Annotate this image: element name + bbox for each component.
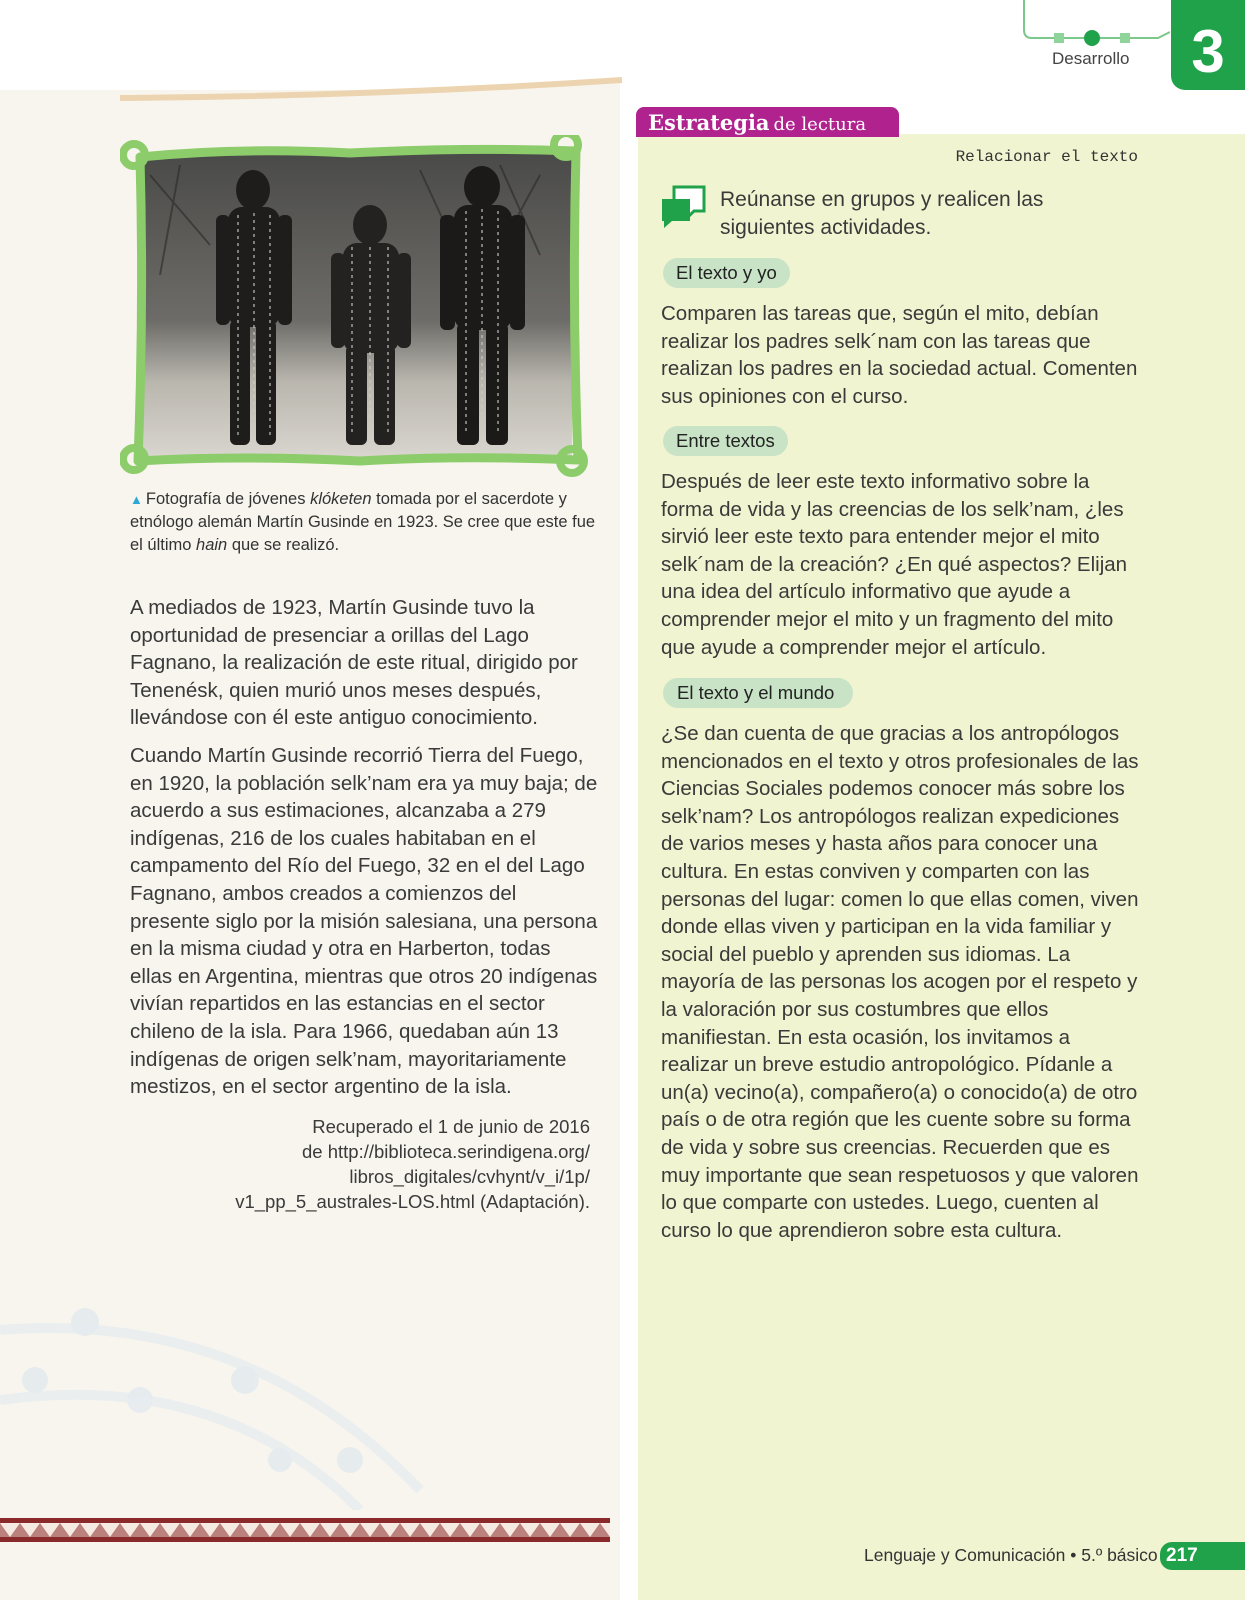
section-label: Desarrollo [1052, 49, 1130, 68]
decorative-pattern [0, 1290, 600, 1510]
article-body [130, 594, 598, 1111]
caption-text [130, 490, 595, 554]
section-label-between-texts: Entre textos [663, 426, 788, 456]
section-label-text-and-world: El texto y el mundo [663, 678, 853, 708]
progress-indicator [1020, 0, 1170, 50]
unit-number-tab: 3 [1171, 0, 1245, 90]
strategy-intro: Reúnanse en grupos y realicen las siguientes actividades. [720, 188, 1044, 239]
caption-italic-term: klóketen [310, 490, 372, 508]
page-number: 217 [1160, 1542, 1245, 1570]
historical-photograph [120, 135, 600, 480]
caption-segment: que se realizó. [227, 536, 340, 554]
source-line: libros_digitales/cvhynt/v_i/1p/ [349, 1166, 590, 1187]
caption-segment: tomada por el sacerdote y etnólogo alemán Martín Gusinde en 1923. Se cree que este fue el último [130, 490, 596, 554]
section-label-text-and-me: El texto y yo [663, 258, 790, 288]
section-text-between-texts: Después de leer este texto informativo sobre la forma de vida y las creencias de los selk’nam, ¿les sirvió leer este texto para entender mejor el mito selk´nam de la creación? ¿En qué aspectos? Elijan una idea del artículo informativo que ayude a comprender mejor el mito y un fragmento del mito que ayude a comprender mejor el artículo. [661, 470, 1128, 659]
source-line: de http://biblioteca.serindigena.org/ [302, 1141, 590, 1162]
photo-caption [130, 488, 600, 557]
caption-segment: Fotografía de jóvenes [145, 490, 311, 508]
footer-subject: Lenguaje y Comunicación • 5.º básico [864, 1545, 1158, 1565]
strategy-title-light: de lectura [773, 114, 867, 135]
source-citation [215, 1114, 590, 1214]
section-text-text-and-me: Comparen las tareas que, según el mito, debían realizar los padres selk´nam con las tareas que realizan los padres en la sociedad actual. Comenten sus opiniones con el curso. [661, 302, 1138, 408]
group-chat-icon [660, 185, 708, 229]
caption-triangle-icon: ▲ [130, 492, 143, 507]
left-top-curve [0, 70, 640, 110]
section-text-text-and-world: ¿Se dan cuenta de que gracias a los antropólogos mencionados en el texto y otros profesionales de las Ciencias Sociales podemos conocer más sobre los selk’nam? Los antropólogos realizan expediciones de varios meses y hasta años para conocer una cultura. En estas conviven y comparten con las personas del lugar: comen lo que ellas comen, viven donde ellas viven y participan en la vida familiar y social del pueblo y aprenden sus idiomas. La mayoría de las personas los acogen por el respeto y la valoración por sus costumbres que ellos manifiestan. En esta ocasión, los invitamos a realizar un breve estudio antropológico. Pídanle a un(a) vecino(a), compañero(a) o conocido(a) de otro país o de otra región que les cuente sobre su forma de vida y sobre sus creencias. Recuerden que es muy importante que sean respetuosos y que valoren lo que comparte con ustedes. Luego, cuenten al curso lo que aprendieron sobre esta cultura. [661, 722, 1139, 1242]
strategy-header [636, 107, 899, 137]
article-paragraph: Cuando Martín Gusinde recorrió Tierra del Fuego, en 1920, la población selk’nam era ya muy baja; de acuerdo a sus estimaciones, alcanzaba a 279 indígenas, 216 de los cuales habitaban en el campamento del Río del Fuego, 32 en el del Lago Fagnano, ambos creados a comienzos del presente siglo por la misión salesiana, una persona en la misma ciudad y otra en Harberton, todas ellas en Argentina, mientras que otros 20 indígenas vivían repartidos en las estancias en el sector chileno de la isla. Para 1966, quedaban aún 13 indígenas de origen selk’nam, mayoritariamente mestizos, en el sector argentino de la isla. [130, 743, 598, 1099]
source-line: Recuperado el 1 de junio de 2016 [312, 1116, 590, 1137]
article-paragraph: A mediados de 1923, Martín Gusinde tuvo la oportunidad de presenciar a orillas del Lago Fagnano, la realización de este ritual, dirigido por Tenenésk, quien murió unos meses después, llevándose con él este antiguo conocimiento. [130, 596, 578, 730]
source-line: v1_pp_5_australes-LOS.html (Adaptación). [235, 1191, 590, 1212]
strategy-title-bold: Estrategia [648, 110, 770, 135]
strategy-subtitle: Relacionar el texto [955, 148, 1138, 166]
caption-italic-term: hain [196, 536, 228, 554]
decorative-border-band [0, 1518, 610, 1542]
